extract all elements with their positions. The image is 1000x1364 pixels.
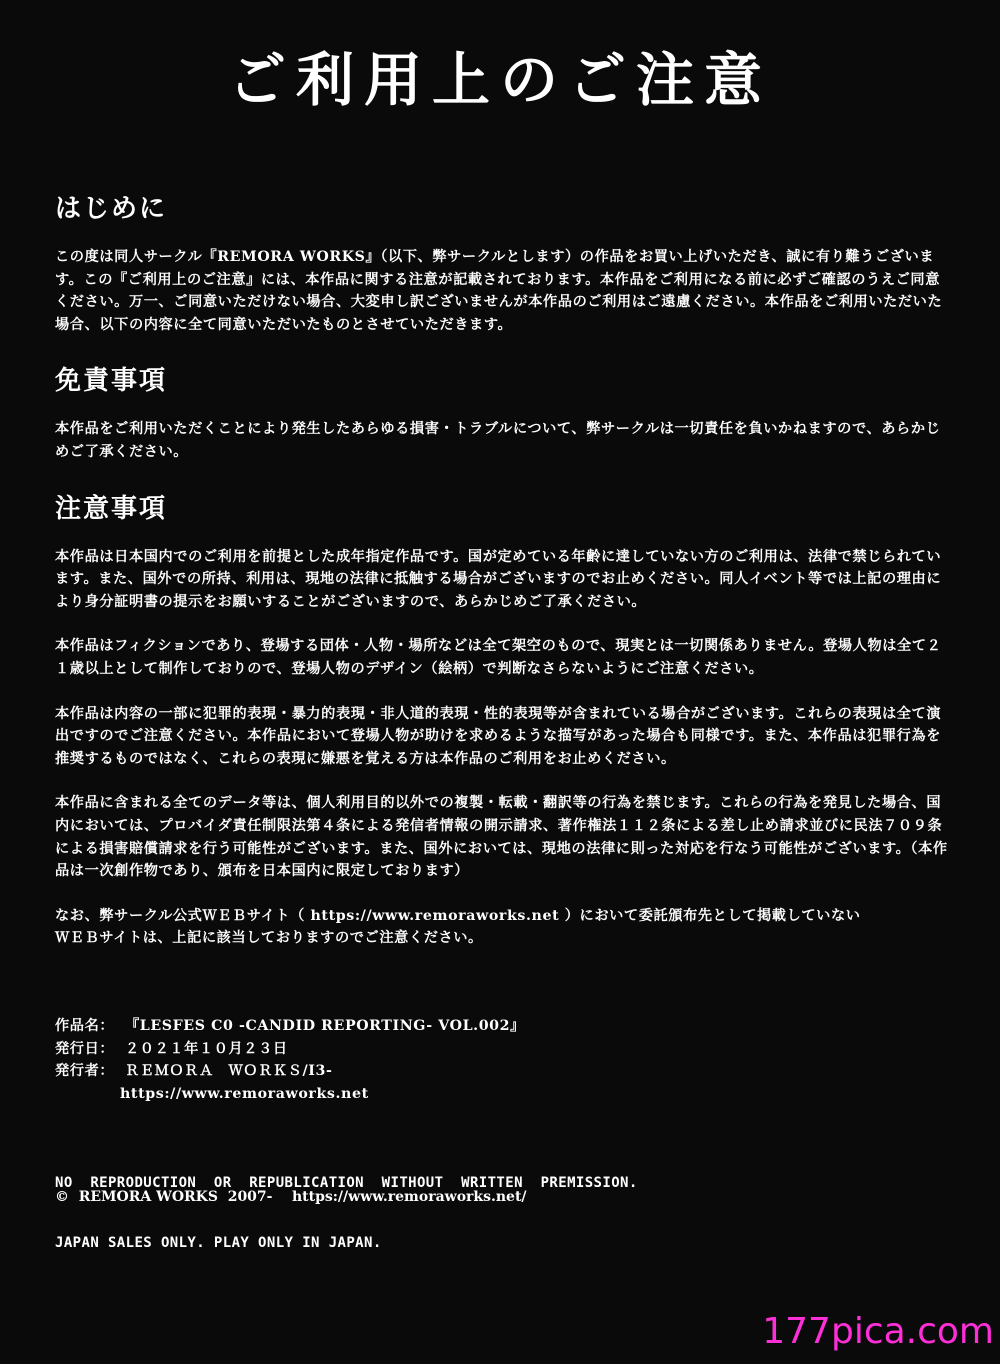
publisher-label: 発行者： bbox=[55, 1063, 115, 1080]
publisher-value: ＲＥＭＯＲＡ ＷＯＲＫＳ/I3- bbox=[125, 1063, 333, 1080]
work-value: 『LESFES C0 -CANDID REPORTING- VOL.002』 bbox=[125, 1018, 525, 1034]
notes-paragraph-website: なお、弊サークル公式ＷＥＢサイト（ https://www.remoraworks.net ）において委託頒布先として掲載していない ＷＥＢサイトは、上記に該当しておりますのでご注意ください。 bbox=[55, 907, 861, 947]
date-value: ２０２１年１０月２３日 bbox=[125, 1040, 288, 1057]
work-label: 作品名： bbox=[55, 1018, 115, 1034]
page-title: ご利用上のご注意 bbox=[227, 46, 772, 114]
copyright-line: © REMORA WORKS 2007- https://www.remoraworks.net/ bbox=[55, 1189, 527, 1205]
colophon-date bbox=[55, 1038, 950, 1061]
colophon-publisher bbox=[55, 1060, 950, 1083]
publisher-url: https://www.remoraworks.net bbox=[120, 1085, 369, 1102]
date-label: 発行日： bbox=[55, 1040, 115, 1057]
colophon-work bbox=[55, 1015, 950, 1038]
section-notes bbox=[55, 492, 950, 950]
section-heading-intro: はじめに bbox=[55, 194, 168, 224]
main-content bbox=[55, 192, 950, 978]
notes-paragraph-expression: 本作品は内容の一部に犯罪的表現・暴力的表現・非人道的表現・性的表現等が含まれている場合がございます。これらの表現は全て演出ですのでご注意ください。本作品において登場人物が助けを求めるような描写があった場合も同様です。また、本作品は犯罪行為を推奨するものではなく、これらの表現に嫌悪を覚える方は本作品のご利用をお止めください。 bbox=[55, 705, 942, 767]
section-disclaimer bbox=[55, 364, 950, 463]
notes-paragraph-fiction: 本作品はフィクションであり、登場する団体・人物・場所などは全て架空のもので、現実とは一切関係ありません。登場人物は全て２１歳以上として制作しておりので、登場人物のデザイン（絵柄）で判断なさらないようにご注意ください。 bbox=[55, 638, 942, 677]
section-intro bbox=[55, 192, 950, 336]
watermark: 177pica.com bbox=[762, 1311, 994, 1352]
colophon bbox=[55, 1015, 950, 1105]
notice-line-2: JAPAN SALES ONLY. PLAY ONLY IN JAPAN. bbox=[55, 1235, 382, 1251]
notes-paragraph-age: 本作品は日本国内でのご利用を前提とした成年指定作品です。国が定めている年齢に達していない方のご利用は、法律で禁じられています。また、国外での所持、利用は、現地の法律に抵触する場合がございますのでお止めください。同人イベント等では上記の理由により身分証明書の提示をお願いすることがございますので、あらかじめご了承ください。 bbox=[55, 548, 942, 610]
intro-paragraph: この度は同人サークル『REMORA WORKS』（以下、弊サークルとします）の作品をお買い上げいただき、誠に有り難うございます。この『ご利用上のご注意』には、本作品に関する注意が記載されております。本作品をご利用になる前に必ずご確認のうえご同意ください。万一、ご同意いただけない場合、大変申し訳ございませんが本作品のご利用はご遠慮ください。本作品をご利用いただいた場合、以下の内容に全て同意いただいたものとさせていただきます。 bbox=[55, 249, 943, 333]
disclaimer-paragraph: 本作品をご利用いただくことにより発生したあらゆる損害・トラブルについて、弊サークルは一切責任を負いかねますので、あらかじめご了承ください。 bbox=[55, 421, 941, 460]
section-heading-disclaimer: 免責事項 bbox=[55, 366, 168, 397]
section-heading-notes: 注意事項 bbox=[55, 493, 168, 524]
notes-paragraph-copyright: 本作品に含まれる全てのデータ等は、個人利用目的以外での複製・転載・翻訳等の行為を禁じます。これらの行為を発見した場合、国内においては、プロバイダ責任制限法第４条による発信者情報の開示請求、著作権法１１２条による差し止め請求並びに民法７０９条による損害賠償請求を行う可能性がございます。また、国外においては、現地の法律に則った対応を行なう可能性がございます。（本作品は一次創作物であり、頒布を日本国内に限定しております） bbox=[55, 795, 948, 880]
notice-line-1: NO REPRODUCTION OR REPUBLICATION WITHOUT WRITTEN PREMISSION. bbox=[55, 1175, 638, 1191]
